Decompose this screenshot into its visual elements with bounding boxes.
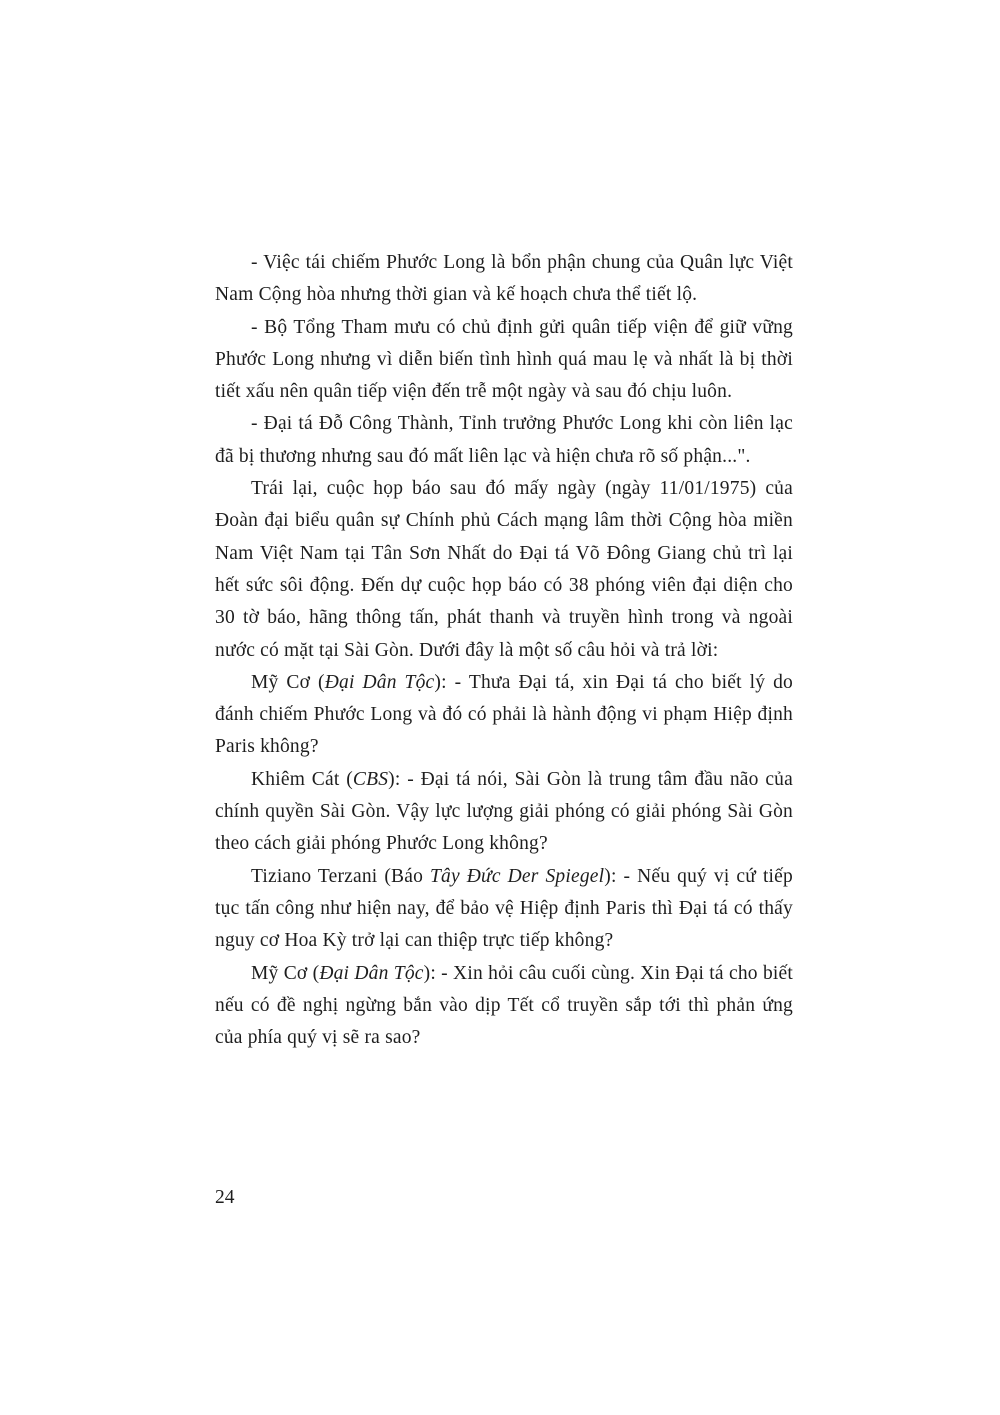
paragraph [215,861,793,958]
text-run: ): - Đại tá nói, Sài Gòn là trung tâm đầu não của chính quyền Sài Gòn. Vậy lực lượng giải phóng có giải phóng Sài Gòn theo cách giải phóng Phước Long không? [215,768,793,855]
page-number: 24 [215,1187,235,1208]
text-run: ): - Xin hỏi câu cuối cùng. Xin Đại tá cho biết nếu có đề nghị ngừng bắn vào dịp Tết cổ truyền sắp tới thì phản ứng của phía quý vị sẽ ra sao? [215,962,793,1049]
italic-text-run: CBS [352,768,389,790]
text-run: Khiêm Cát ( [251,768,353,790]
italic-text-run: Đại Dân Tộc [319,962,424,984]
text-block [215,247,793,1054]
text-run: - Đại tá Đỗ Công Thành, Tỉnh trưởng Phước Long khi còn liên lạc đã bị thương nhưng sau đó mất liên lạc và hiện chưa rõ số phận...". [215,413,793,467]
paragraph [215,247,793,312]
paragraph [215,958,793,1055]
text-run: ): - Thưa Đại tá, xin Đại tá cho biết lý do đánh chiếm Phước Long và đó có phải là hành động vi phạm Hiệp định Paris không? [215,671,793,758]
paragraph [215,473,793,667]
text-run: Trái lại, cuộc họp báo sau đó mấy ngày (ngày 11/01/1975) của Đoàn đại biểu quân sự Chính phủ Cách mạng lâm thời Cộng hòa miền Nam Việt Nam tại Tân Sơn Nhất do Đại tá Võ Đông Giang chủ trì lại hết sức sôi động. Đến dự cuộc họp báo có 38 phóng viên đại diện cho 30 tờ báo, hãng thông tấn, phát thanh và truyền hình trong và ngoài nước có mặt tại Sài Gòn. Dưới đây là một số câu hỏi và trả lời: [215,478,793,661]
paragraph [215,667,793,764]
italic-text-run: Đại Dân Tộc [324,671,435,693]
paragraph [215,312,793,409]
text-run: - Bộ Tổng Tham mưu có chủ định gửi quân tiếp viện để giữ vững Phước Long nhưng vì diễn biến tình hình quá mau lẹ và nhất là bị thời tiết xấu nên quân tiếp viện đến trễ một ngày và sau đó chịu luôn. [215,316,793,403]
text-run: Tiziano Terzani (Báo [251,865,430,887]
paragraph [215,408,793,473]
italic-text-run: Tây Đức Der Spiegel [429,865,605,887]
text-run: Mỹ Cơ ( [251,671,325,693]
paragraph [215,764,793,861]
text-run: ): - Nếu quý vị cứ tiếp tục tấn công như hiện nay, để bảo vệ Hiệp định Paris thì Đại tá có thấy nguy cơ Hoa Kỳ trở lại can thiệp trực tiếp không? [215,865,793,952]
text-run: Mỹ Cơ ( [251,962,320,984]
text-run: - Việc tái chiếm Phước Long là bổn phận chung của Quân lực Việt Nam Cộng hòa nhưng thời gian và kế hoạch chưa thể tiết lộ. [215,252,793,306]
